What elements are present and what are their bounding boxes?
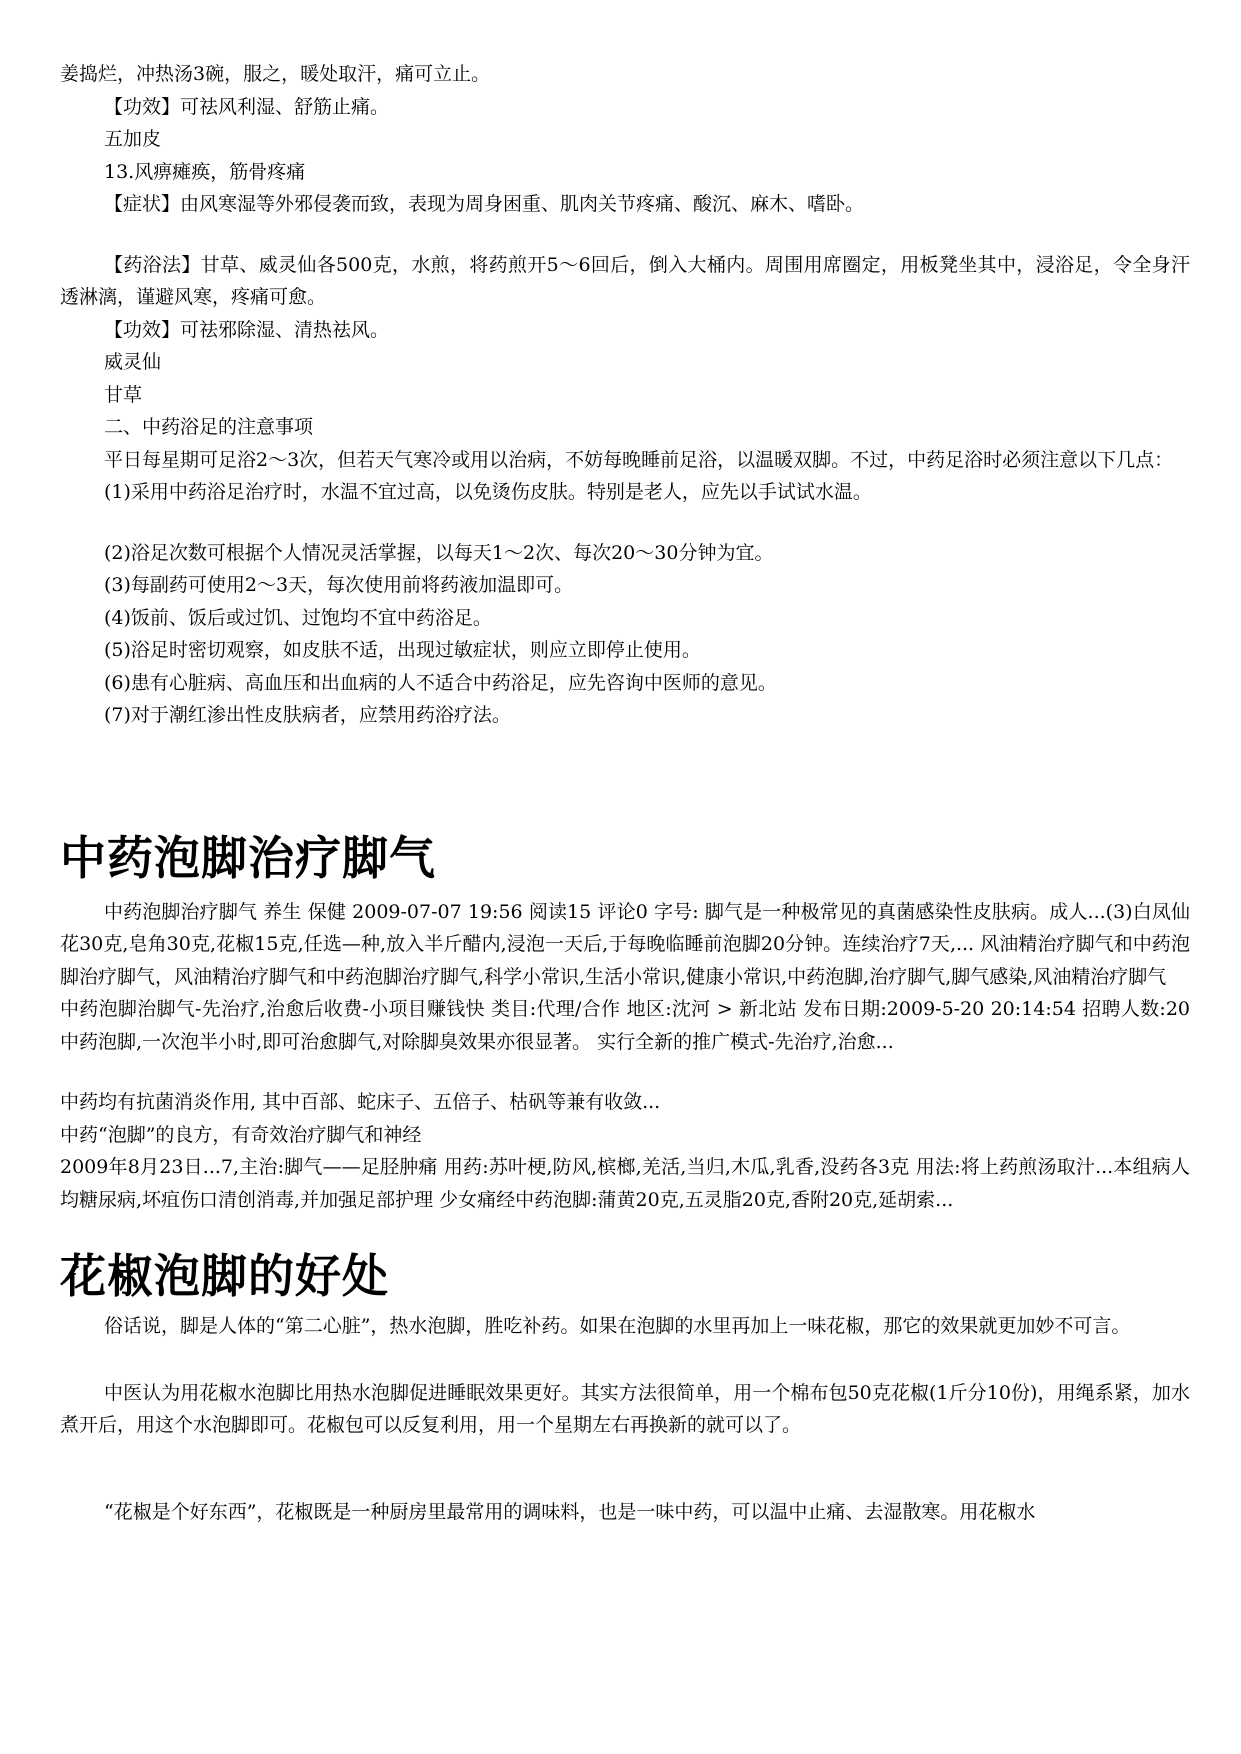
- article-title: 花椒泡脚的好处: [60, 1249, 389, 1303]
- note-item: (6)患有心脏病、高血压和出血病的人不适合中药浴足，应先咨询中医师的意见。: [104, 671, 777, 694]
- section-heading: 二、中药浴足的注意事项: [104, 416, 314, 438]
- article-title: 中药泡脚治疗脚气: [60, 830, 436, 885]
- herb-name: 甘草: [104, 383, 143, 406]
- article-paragraph: 中医认为用花椒水泡脚比用热水泡脚促进睡眠效果更好。其实方法很简单，用一个棉布包50克花椒(1斤分10份)，用绳系紧，加水煮开后，用这个水泡脚即可。花椒包可以反复利用，用一个星期左右再换新的就可以了。: [60, 1381, 1190, 1436]
- efficacy-text: 【功效】可祛风利湿、舒筋止痛。: [104, 95, 390, 118]
- article-paragraph: “花椒是个好东西”，花椒既是一种厨房里最常用的调味料，也是一味中药，可以温中止痛、去湿散寒。用花椒水: [104, 1500, 1036, 1523]
- herb-name: 五加皮: [104, 128, 162, 150]
- article-paragraph: 中药泡脚治疗脚气 养生 保健 2009-07-07 19:56 阅读15 评论0 字号: 脚气是一种极常见的真菌感染性皮肤病。成人...(3)白凤仙花30克,皂角30克,花椒15克,任选—种,放入半斤醋内,浸泡一天后,于每晚临睡前泡脚20分钟。连续治疗7天,... 风油精治疗脚气和中药泡脚治疗脚气，风油精治疗脚气和中药泡脚治疗脚气,科学小常识,生活小常识,健康小常识,中药泡脚,治疗脚气,脚气感染,风油精治疗脚气: [60, 900, 1190, 988]
- document-page: [60, 58, 1190, 1528]
- note-item: (7)对于潮红渗出性皮肤病者，应禁用药浴疗法。: [104, 704, 511, 726]
- continuation-text: 姜捣烂，冲热汤3碗，服之，暖处取汗，痛可立止。: [60, 63, 491, 85]
- note-item: (2)浴足次数可根据个人情况灵活掌握，以每天1～2次、每次20～30分钟为宜。: [104, 541, 774, 564]
- notes-intro: 平日每星期可足浴2～3次，但若天气寒冷或用以治病，不妨每晚睡前足浴，以温暖双脚。不过，中药足浴时必须注意以下几点：: [104, 448, 1174, 471]
- article-paragraph: 中药均有抗菌消炎作用, 其中百部、蛇床子、五倍子、枯矾等兼有收敛...: [60, 1091, 661, 1113]
- symptoms-text: 【症状】由风寒湿等外邪侵袭而致，表现为周身困重、肌肉关节疼痛、酸沉、麻木、嗜卧。: [104, 193, 865, 215]
- note-item: (4)饭前、饭后或过饥、过饱均不宜中药浴足。: [104, 606, 492, 629]
- bath-method-text: 【药浴法】甘草、威灵仙各500克，水煎，将药煎开5～6回后，倒入大桶内。周围用席圈定，用板凳坐其中，浸浴足，令全身汗透淋漓，谨避风寒，疼痛可愈。: [60, 253, 1190, 308]
- note-item: (1)采用中药浴足治疗时，水温不宜过高，以免烫伤皮肤。特别是老人，应先以手试试水温。: [104, 481, 872, 503]
- note-item: (5)浴足时密切观察，如皮肤不适，出现过敏症状，则应立即停止使用。: [104, 639, 701, 661]
- herb-name: 威灵仙: [104, 351, 162, 373]
- item-title: 13.风痹瘫痪，筋骨疼痛: [104, 160, 306, 183]
- article-paragraph: 中药泡脚治脚气-先治疗,治愈后收费-小项目赚钱快 类目:代理/合作 地区:沈河 > 新北站 发布日期:2009-5-20 20:14:54 招聘人数:20 中药泡脚,一次泡半小时,即可治愈脚气,对除脚臭效果亦很显著。 实行全新的推广模式-先治疗,治愈...: [60, 998, 1190, 1053]
- article-paragraph: 俗话说，脚是人体的“第二心脏”，热水泡脚，胜吃补药。如果在泡脚的水里再加上一味花椒，那它的效果就更加妙不可言。: [104, 1315, 1131, 1337]
- article-paragraph: 2009年8月23日...7,主治:脚气——足胫肿痛 用药:苏叶梗,防风,槟榔,羌活,当归,木瓜,乳香,没药各3克 用法:将上药煎汤取汁...本组病人均糖尿病,坏疽伤口清创消毒,并加强足部护理 少女痛经中药泡脚:蒲黄20克,五灵脂20克,香附20克,延胡索...: [60, 1156, 1190, 1211]
- article-paragraph: 中药“泡脚”的良方，有奇效治疗脚气和神经: [60, 1123, 422, 1146]
- efficacy-text: 【功效】可祛邪除湿、清热祛风。: [104, 318, 390, 341]
- note-item: (3)每副药可使用2～3天，每次使用前将药液加温即可。: [104, 574, 574, 596]
